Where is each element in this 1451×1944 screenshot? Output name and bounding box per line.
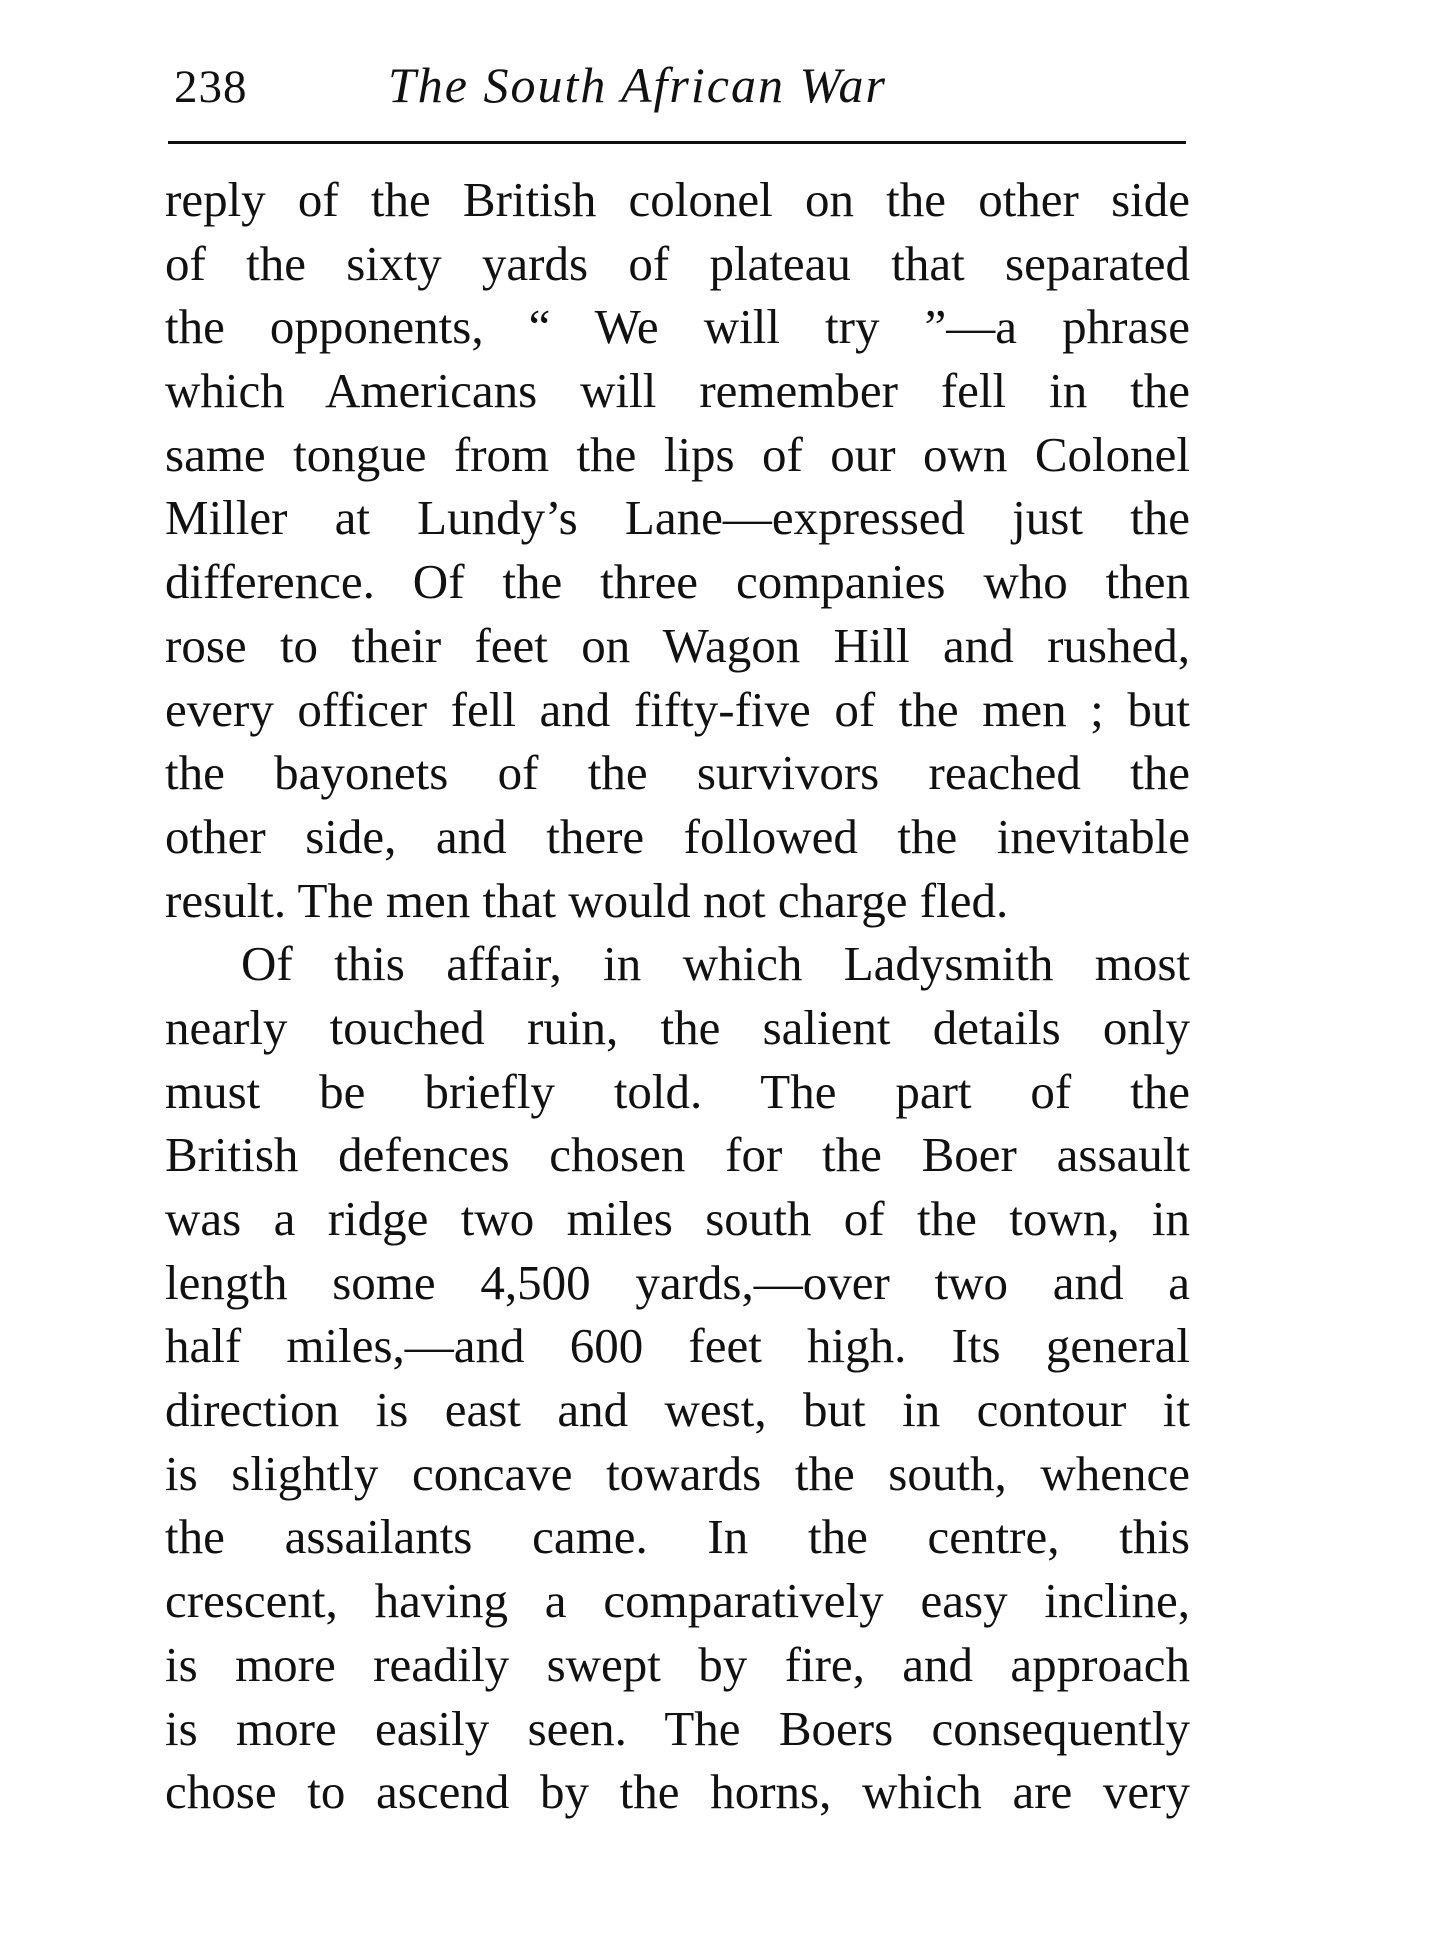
body-text [165, 168, 1190, 1824]
paragraph-2 [165, 932, 1190, 1824]
text-line: result. The men that would not charge fled. [165, 872, 1009, 928]
book-page [165, 52, 1190, 1820]
page-number: 238 [174, 61, 248, 113]
text-line: must be briefly told. The part of the [165, 1063, 1190, 1119]
text-line: Miller at Lundy’s Lane—expressed just the [165, 490, 1190, 546]
paragraph-1 [165, 168, 1190, 932]
text-line: difference. Of the three companies who then [165, 554, 1190, 610]
text-line: rose to their feet on Wagon Hill and rushed, [165, 617, 1190, 673]
page-header [165, 52, 1190, 122]
text-line: nearly touched ruin, the salient details only [165, 999, 1190, 1055]
header-rule [168, 141, 1186, 144]
text-line: reply of the British colonel on the other side [165, 172, 1190, 227]
text-line: crescent, having a comparatively easy incline, [165, 1573, 1190, 1629]
text-line: direction is east and west, but in contour it [165, 1382, 1190, 1438]
text-line: was a ridge two miles south of the town, in [165, 1191, 1190, 1246]
text-line: the assailants came. In the centre, this [165, 1509, 1190, 1565]
text-line: of the sixty yards of plateau that separated [165, 235, 1190, 291]
text-line: is slightly concave towards the south, whence [165, 1445, 1190, 1501]
text-line: chose to ascend by the horns, which are very [165, 1764, 1190, 1820]
text-line: same tongue from the lips of our own Colonel [165, 426, 1190, 482]
text-line: British defences chosen for the Boer assault [165, 1127, 1190, 1183]
text-line: every officer fell and fifty-five of the men ; but [165, 681, 1190, 737]
text-line: half miles,—and 600 feet high. Its general [165, 1318, 1190, 1374]
running-head: The South African War [388, 57, 887, 113]
text-line: is more easily seen. The Boers consequently [165, 1700, 1190, 1756]
text-line: which Americans will remember fell in the [165, 363, 1190, 419]
text-line: length some 4,500 yards,—over two and a [165, 1254, 1190, 1310]
text-line: the bayonets of the survivors reached the [165, 745, 1190, 801]
text-line: other side, and there followed the inevitable [165, 808, 1190, 864]
text-line: is more readily swept by fire, and approach [165, 1636, 1190, 1692]
text-line: Of this affair, in which Ladysmith most [241, 936, 1190, 992]
text-line: the opponents, “ We will try ”—a phrase [165, 299, 1190, 355]
